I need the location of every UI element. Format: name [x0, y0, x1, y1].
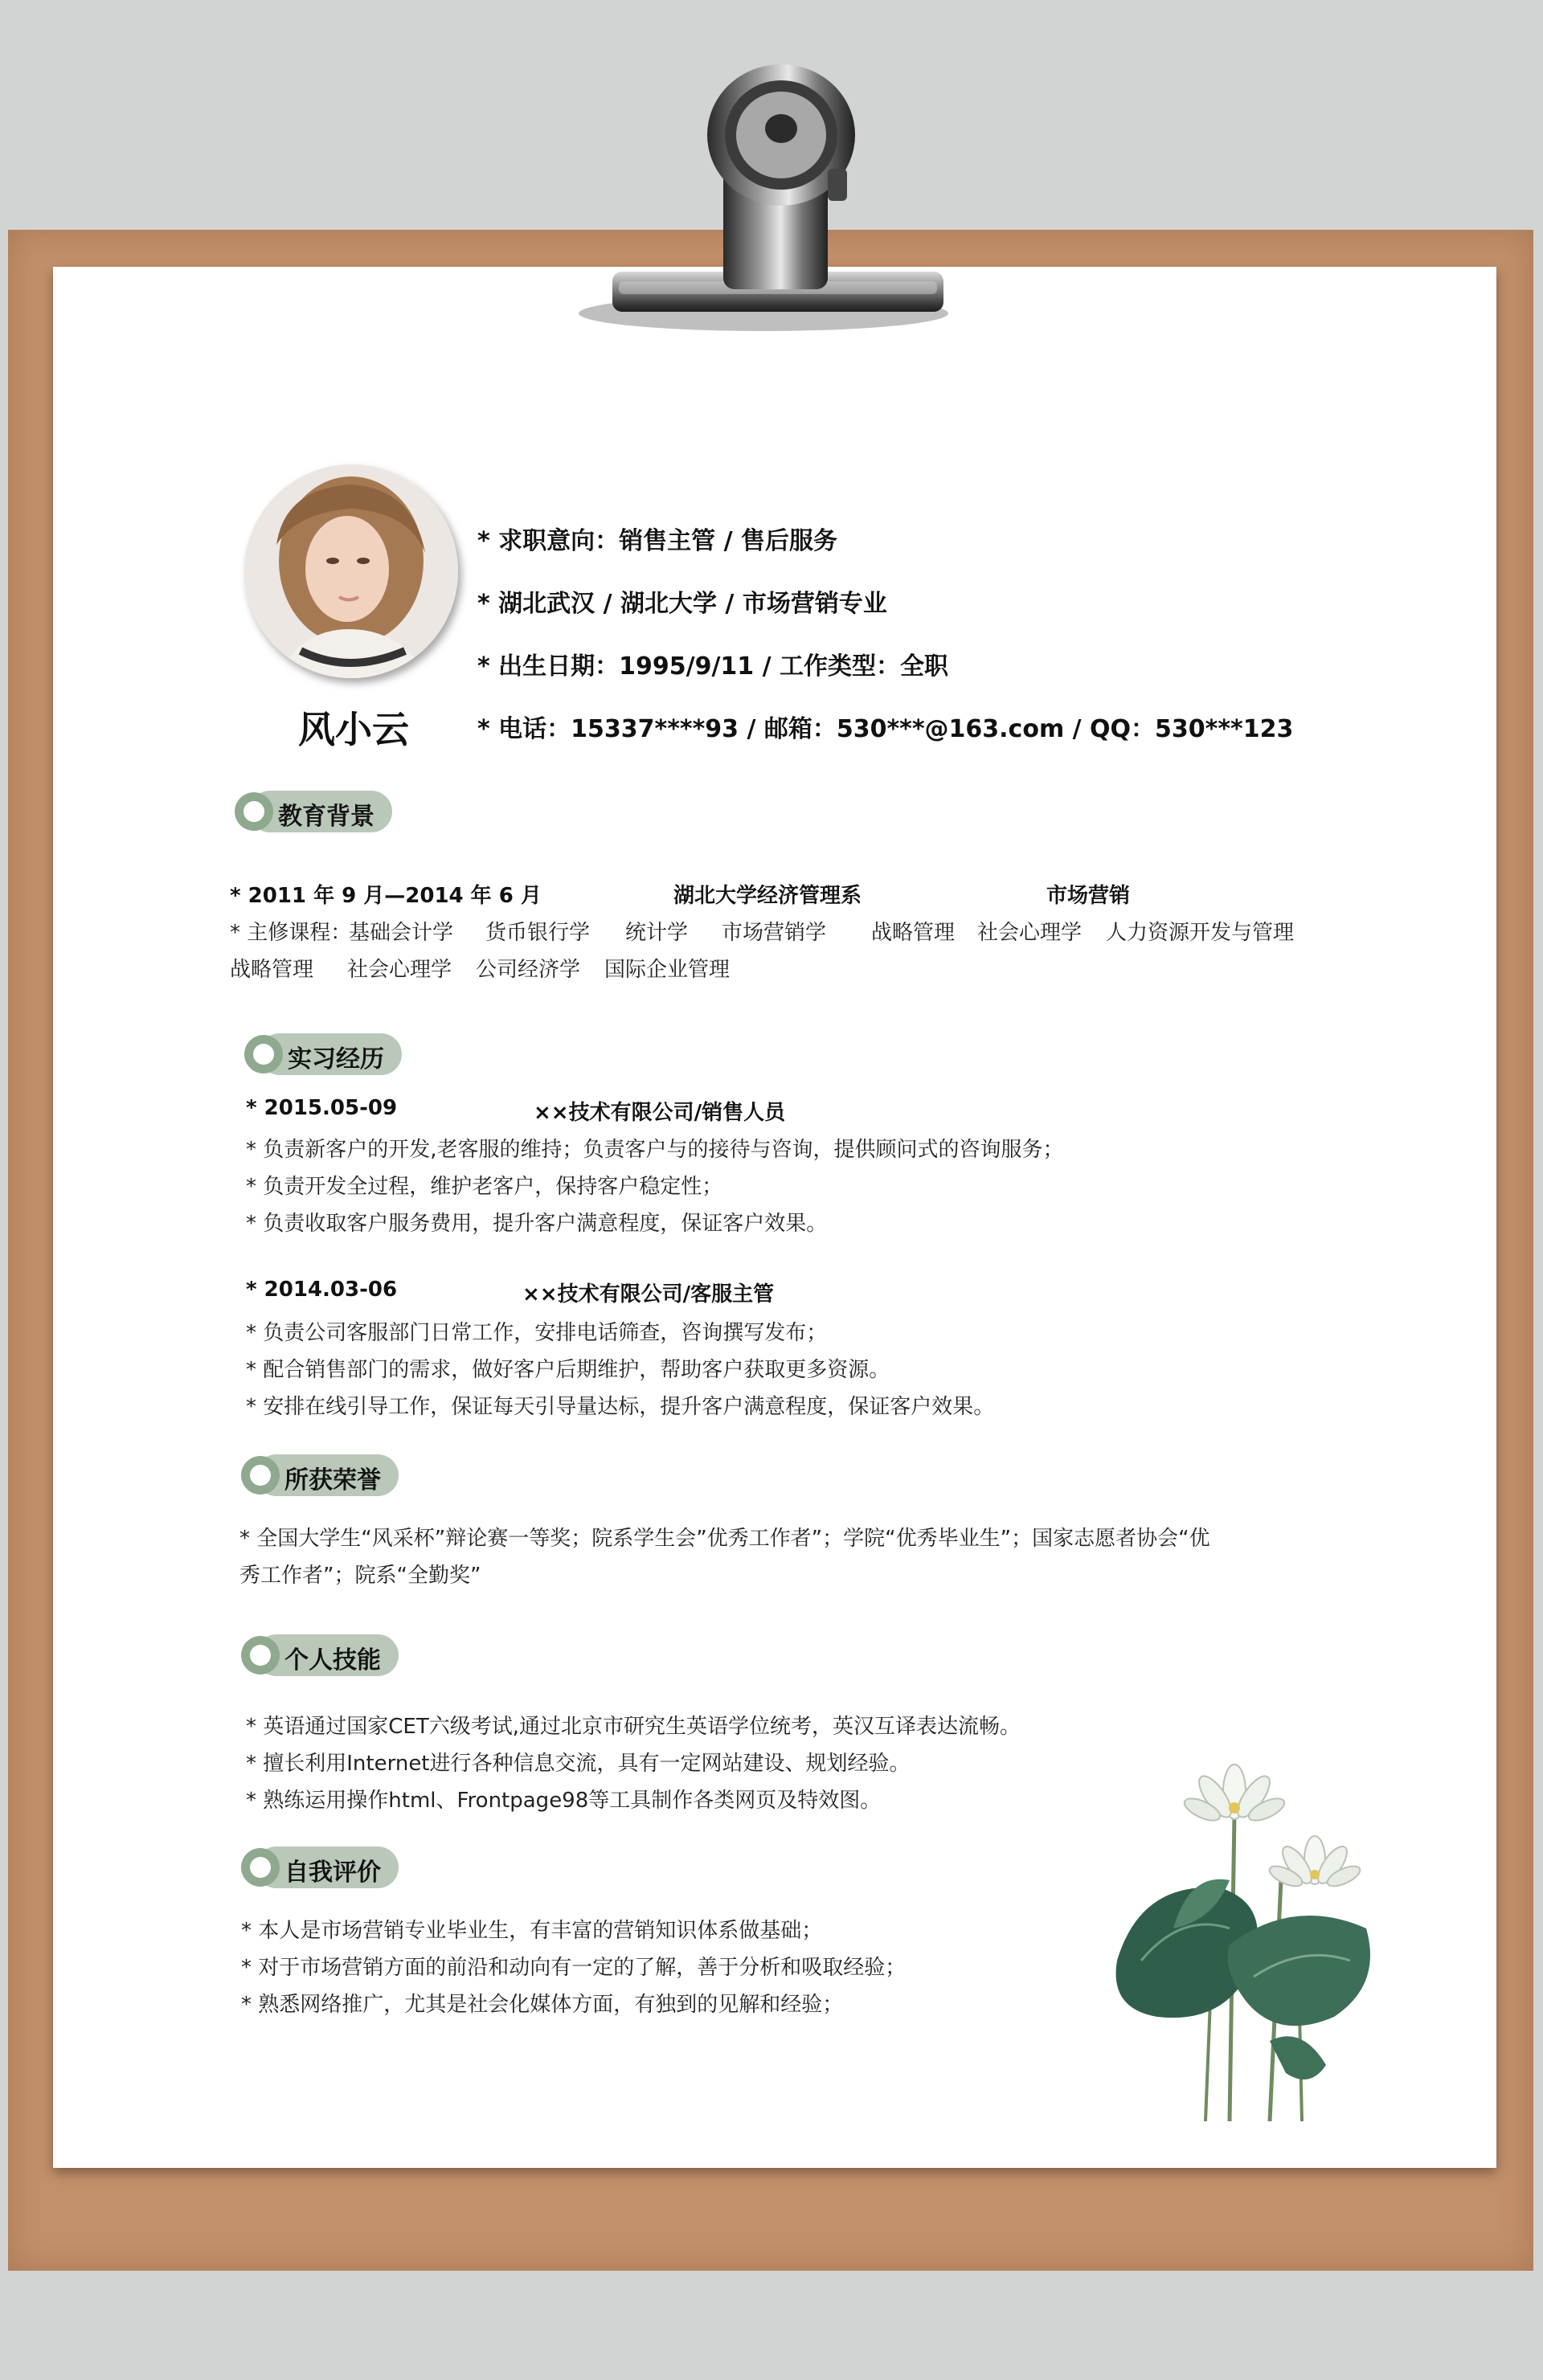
binder-clip-icon [563, 40, 964, 362]
education-major: 市场营销 [1046, 884, 1131, 908]
self-eval-line: * 对于市场营销方面的前沿和动向有一定的了解，善于分析和吸取经验； [241, 1956, 907, 1980]
birth-worktype: * 出生日期：1995/9/11 / 工作类型：全职 [477, 652, 949, 681]
avatar [244, 464, 458, 678]
section-skills-header [239, 1633, 400, 1678]
course-item: 基础会计学 [349, 921, 454, 945]
course-item: 公司经济学 [476, 958, 581, 982]
job-date: * 2014.03-06 [246, 1278, 398, 1302]
course-item: 统计学 [625, 921, 689, 945]
lotus-illustration-icon [1109, 1720, 1382, 2121]
section-self-eval-header [239, 1845, 400, 1890]
section-education-header [233, 789, 394, 834]
self-eval-line: * 本人是市场营销专业毕业生，有丰富的营销知识体系做基础； [241, 1919, 823, 1943]
location-school: * 湖北武汉 / 湖北大学 / 市场营销专业 [477, 590, 887, 618]
courses-label: * 主修课程： [230, 921, 352, 945]
contact-info: * 电话：15337****93 / 邮箱：530***@163.com / QQ：530***123 [477, 715, 1294, 743]
section-internship-header [243, 1032, 403, 1077]
section-title: 自我评价 [284, 1859, 381, 1887]
section-title: 个人技能 [284, 1646, 381, 1675]
job-company: ××技术有限公司/销售人员 [534, 1101, 786, 1125]
job-duty: * 负责开发全过程，维护老客户，保持客户稳定性； [246, 1175, 723, 1199]
skill-line: * 擅长利用Internet进行各种信息交流，具有一定网站建设、规划经验。 [246, 1752, 911, 1776]
self-eval-line: * 熟悉网络推广，尤其是社会化媒体方面，有独到的见解和经验； [241, 1993, 844, 2017]
course-item: 市场营销学 [722, 921, 827, 945]
education-period: * 2011 年 9 月—2014 年 6 月 [230, 884, 542, 908]
job-duty: * 配合销售部门的需求，做好客户后期维护，帮助客户获取更多资源。 [246, 1358, 890, 1382]
section-honors-header [239, 1453, 400, 1498]
course-item: 战略管理 [230, 958, 314, 982]
honors-line: * 全国大学生“风采杯”辩论赛一等奖；院系学生会”优秀工作者”；学院“优秀毕业生”；国家志愿者协会“优 [239, 1527, 1210, 1551]
section-title: 教育背景 [278, 803, 374, 831]
honors-line: 秀工作者”；院系“全勤奖” [239, 1564, 481, 1588]
job-date: * 2015.05-09 [246, 1096, 398, 1120]
education-school: 湖北大学经济管理系 [673, 884, 862, 908]
job-duty: * 负责公司客服部门日常工作，安排电话筛查，咨询撰写发布； [246, 1321, 828, 1345]
course-item: 国际企业管理 [604, 958, 731, 982]
job-duty: * 安排在线引导工作，保证每天引导量达标，提升客户满意程度，保证客户效果。 [246, 1395, 995, 1419]
person-name: 风小云 [298, 708, 409, 751]
course-item: 货币银行学 [485, 921, 591, 945]
skill-line: * 熟练运用操作html、Frontpage98等工具制作各类网页及特效图。 [246, 1789, 882, 1813]
course-item: 人力资源开发与管理 [1106, 921, 1295, 945]
course-item: 社会心理学 [977, 921, 1083, 945]
job-duty: * 负责收取客户服务费用，提升客户满意程度，保证客户效果。 [246, 1212, 828, 1236]
job-intention: * 求职意向：销售主管 / 售后服务 [477, 527, 837, 555]
job-company: ××技术有限公司/客服主管 [522, 1282, 775, 1307]
course-item: 战略管理 [871, 921, 956, 945]
skill-line: * 英语通过国家CET六级考试,通过北京市研究生英语学位统考，英汉互译表达流畅。 [246, 1715, 1021, 1739]
job-duty: * 负责新客户的开发,老客服的维持；负责客户与的接待与咨询，提供顾问式的咨询服务； [246, 1138, 1064, 1162]
section-title: 实习经历 [288, 1045, 384, 1073]
course-item: 社会心理学 [347, 958, 452, 982]
section-title: 所获荣誉 [284, 1466, 381, 1495]
